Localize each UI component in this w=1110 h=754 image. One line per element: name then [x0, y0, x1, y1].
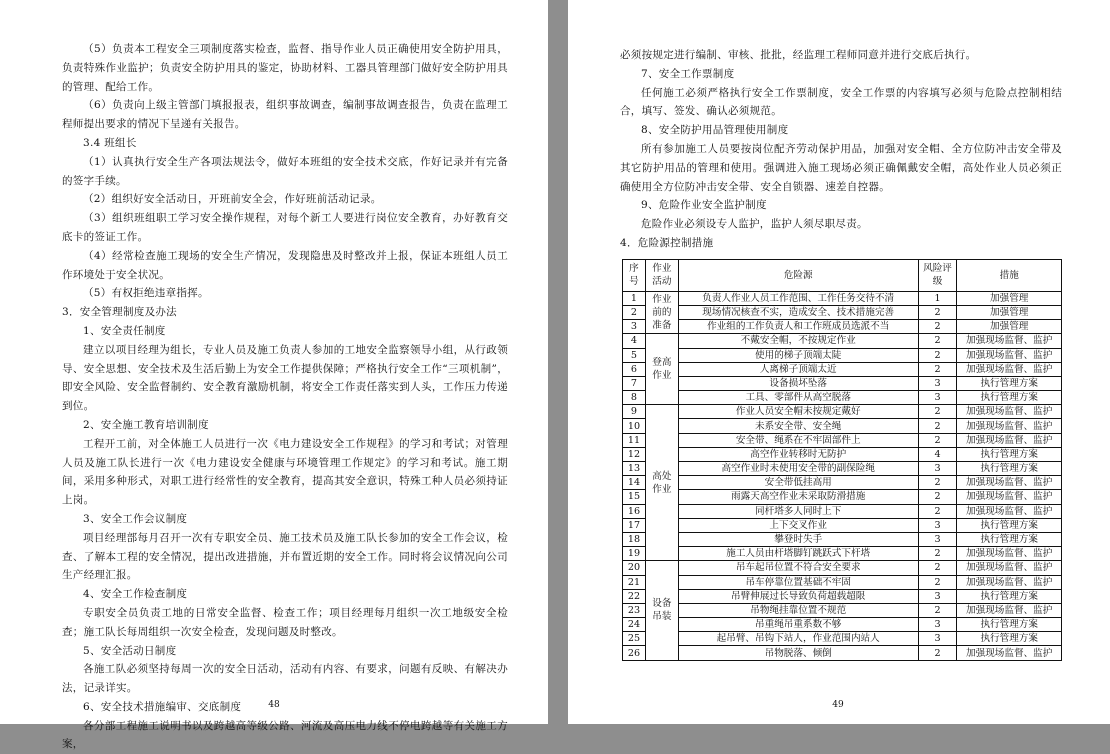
section-heading: 2、安全施工教育培训制度: [83, 418, 209, 431]
paragraph: 项目经理部每月召开一次有专职安全员、施工技术员及施工队长参加的安全工作会议，检查、了解本工程的安全情况，提出改进措施，并布置近期的安全工作。同时将会议情况向公司生产经理汇报。: [62, 531, 508, 582]
hazard-cell: 作业人员安全帽未按规定戴好: [678, 405, 918, 419]
measure-cell: 加强管理: [957, 305, 1062, 319]
table-row: [623, 305, 1062, 319]
risk-level-cell: 2: [918, 646, 957, 660]
risk-level-cell: 2: [918, 561, 957, 575]
table-row: [623, 504, 1062, 518]
measure-cell: 加强现场监督、监护: [957, 646, 1062, 660]
risk-level-cell: 1: [918, 291, 957, 305]
section-heading: 5、安全活动日制度: [83, 644, 177, 657]
measure-cell: 加强现场监督、监护: [957, 433, 1062, 447]
hazard-cell: 施工人员由杆塔脚钉跳跃式下杆塔: [678, 547, 918, 561]
risk-level-cell: 2: [918, 348, 957, 362]
row-number: 14: [623, 476, 646, 490]
hazard-cell: 负责人作业人员工作范围、工作任务交待不清: [678, 291, 918, 305]
hazard-cell: 作业组的工作负责人和工作班成员选派不当: [678, 320, 918, 334]
risk-level-cell: 2: [918, 504, 957, 518]
hazard-control-table: [622, 259, 1062, 661]
row-number: 13: [623, 462, 646, 476]
row-number: 12: [623, 447, 646, 461]
row-number: 10: [623, 419, 646, 433]
measure-cell: 执行管理方案: [957, 618, 1062, 632]
hazard-cell: 攀登时失手: [678, 532, 918, 546]
risk-level-cell: 3: [918, 589, 957, 603]
table-row: [623, 405, 1062, 419]
section-heading: 6、安全技术措施编审、交底制度: [83, 700, 242, 713]
table-row: [623, 433, 1062, 447]
row-number: 18: [623, 532, 646, 546]
table-row: [623, 532, 1062, 546]
table-row: [623, 334, 1062, 348]
table-row: [623, 603, 1062, 617]
hazard-cell: 上下交叉作业: [678, 518, 918, 532]
section-heading: 4、安全工作检查制度: [83, 588, 188, 601]
section-heading: 7、安全工作票制度: [641, 67, 735, 80]
table-row: [623, 391, 1062, 405]
measure-cell: 执行管理方案: [957, 376, 1062, 390]
row-number: 8: [623, 391, 646, 405]
measure-cell: 加强现场监督、监护: [957, 547, 1062, 561]
header-measure: 措施: [957, 259, 1062, 291]
table-row: [623, 462, 1062, 476]
row-number: 16: [623, 504, 646, 518]
table-row: [623, 646, 1062, 660]
activity-cell: 高处作业: [645, 405, 678, 561]
table-row: [623, 589, 1062, 603]
measure-cell: 加强现场监督、监护: [957, 603, 1062, 617]
paragraph: （3）组织班组职工学习安全操作规程，对每个新工人要进行岗位安全教育，办好教育交底卡的签证工作。: [62, 212, 508, 243]
measure-cell: 加强现场监督、监护: [957, 490, 1062, 504]
paragraph: （4）经常检查施工现场的安全生产情况，发现隐患及时整改并上报，保证本班组人员工作环境处于安全状况。: [62, 249, 508, 281]
left-page-body: [62, 40, 508, 754]
paragraph: 各施工队必须坚持每周一次的安全日活动，活动有内容、有要求，问题有反映、有解决办法，记录详实。: [62, 663, 508, 695]
document-page-right: [568, 0, 1110, 724]
risk-level-cell: 2: [918, 419, 957, 433]
section-heading: 3．安全管理制度及办法: [62, 306, 177, 319]
section-heading: 1、安全责任制度: [83, 324, 166, 337]
paragraph: （2）组织好安全活动日，开班前安全会，作好班前活动记录。: [83, 193, 382, 206]
measure-cell: 加强现场监督、监护: [957, 419, 1062, 433]
row-number: 21: [623, 575, 646, 589]
row-number: 11: [623, 433, 646, 447]
measure-cell: 加强现场监督、监护: [957, 405, 1062, 419]
table-row: [623, 490, 1062, 504]
measure-cell: 加强现场监督、监护: [957, 348, 1062, 362]
paragraph: （5）有权拒绝违章指挥。: [83, 287, 209, 300]
hazard-cell: 吊车起吊位置不符合安全要求: [678, 561, 918, 575]
table-header-row: [623, 259, 1062, 291]
row-number: 20: [623, 561, 646, 575]
activity-cell: 作业前的准备: [645, 291, 678, 334]
row-number: 26: [623, 646, 646, 660]
measure-cell: 加强管理: [957, 320, 1062, 334]
table-row: [623, 561, 1062, 575]
hazard-cell: 吊物脱落、倾倒: [678, 646, 918, 660]
measure-cell: 加强现场监督、监护: [957, 561, 1062, 575]
paragraph: （5）负责本工程安全三项制度落实检查，监督、指导作业人员正确使用安全防护用具，负责特殊作业监护；负责安全防护用具的鉴定，协助材料、工器具管理部门做好安全防护用具的管理、配给工作。: [62, 43, 508, 93]
row-number: 3: [623, 320, 646, 334]
right-page-body: [620, 46, 1062, 253]
hazard-cell: 吊物绳挂靠位置不规范: [678, 603, 918, 617]
table-row: [623, 575, 1062, 589]
risk-level-cell: 3: [918, 376, 957, 390]
measure-cell: 执行管理方案: [957, 391, 1062, 405]
measure-cell: 加强管理: [957, 291, 1062, 305]
hazard-cell: 同杆塔多人同时上下: [678, 504, 918, 518]
table-row: [623, 476, 1062, 490]
row-number: 1: [623, 291, 646, 305]
header-activity: 作业活动: [645, 259, 678, 291]
paragraph: 专职安全员负责工地的日常安全监督、检查工作；项目经理每月组织一次工地级安全检查；施工队长每周组织一次安全检查，发现问题及时整改。: [62, 606, 508, 638]
paragraph: 工程开工前，对全体施工人员进行一次《电力建设安全工作规程》的学习和考试；对管理人员及施工队长进行一次《电力建设安全健康与环境管理工作规定》的学习和考试。施工期间，采用多种形式，对职工进行经常性的安全教育，提高其安全意识，特殊工种人员必须持证上岗。: [62, 437, 508, 507]
measure-cell: 加强现场监督、监护: [957, 575, 1062, 589]
activity-cell: 设备吊装: [645, 561, 678, 660]
risk-level-cell: 3: [918, 532, 957, 546]
measure-cell: 加强现场监督、监护: [957, 334, 1062, 348]
risk-level-cell: 2: [918, 547, 957, 561]
paragraph: 各分部工程施工说明书以及跨越高等级公路、河流及高压电力线不停电跨越等有关施工方案，: [62, 719, 508, 751]
hazard-cell: 工具、零部件从高空脱落: [678, 391, 918, 405]
row-number: 15: [623, 490, 646, 504]
hazard-cell: 吊臂伸展过长导致负荷超载超限: [678, 589, 918, 603]
header-risk-level: 风险评级: [918, 259, 957, 291]
risk-level-cell: 2: [918, 490, 957, 504]
row-number: 4: [623, 334, 646, 348]
risk-level-cell: 2: [918, 476, 957, 490]
hazard-cell: 现场情况核查不实，造成安全、技术措施完善: [678, 305, 918, 319]
row-number: 19: [623, 547, 646, 561]
risk-level-cell: 2: [918, 305, 957, 319]
activity-cell: 登高作业: [645, 334, 678, 405]
section-heading: 3、安全工作会议制度: [83, 512, 188, 525]
measure-cell: 执行管理方案: [957, 632, 1062, 646]
section-heading: 3.4 班组长: [83, 136, 137, 149]
measure-cell: 执行管理方案: [957, 462, 1062, 476]
paragraph: 建立以项目经理为组长，专业人员及施工负责人参加的工地安全监察领导小组，从行政领导、安全思想、安全技术及生活后勤上为安全工作提供保障；严格执行安全工作“三项机制”，即安全风险、安全监督制约、安全教育激励机制，将安全工作责任落实到人头，工作压力传递到位。: [62, 343, 508, 413]
risk-level-cell: 4: [918, 447, 957, 461]
risk-level-cell: 3: [918, 391, 957, 405]
table-row: [623, 320, 1062, 334]
risk-level-cell: 3: [918, 632, 957, 646]
hazard-cell: 人离梯子顶端太近: [678, 362, 918, 376]
risk-level-cell: 3: [918, 618, 957, 632]
row-number: 23: [623, 603, 646, 617]
row-number: 5: [623, 348, 646, 362]
table-row: [623, 419, 1062, 433]
risk-level-cell: 2: [918, 405, 957, 419]
measure-cell: 执行管理方案: [957, 518, 1062, 532]
page-number-left: 48: [268, 700, 280, 710]
table-row: [623, 362, 1062, 376]
paragraph: 危险作业必须设专人监护，监护人须尽职尽责。: [641, 218, 868, 231]
hazard-cell: 未系安全带、安全绳: [678, 419, 918, 433]
page-number-right: 49: [832, 700, 844, 710]
risk-level-cell: 2: [918, 334, 957, 348]
paragraph: 任何施工必须严格执行安全工作票制度，安全工作票的内容填写必须与危险点控制相结合，填写、签发、确认必须规范。: [620, 86, 1062, 118]
paragraph: 所有参加施工人员要按岗位配齐劳动保护用品，加强对安全帽、全方位防冲击安全带及其它防护用品的管理和使用。强调进入施工现场必须正确佩戴安全帽，高处作业人员必须正确使用全方位防冲击安全带、安全自锁器、速差自控器。: [620, 142, 1062, 193]
section-heading: 4．危险源控制措施: [620, 236, 714, 249]
section-heading: 8、安全防护用品管理使用制度: [641, 124, 789, 137]
risk-level-cell: 3: [918, 518, 957, 532]
risk-level-cell: 2: [918, 362, 957, 376]
risk-level-cell: 3: [918, 462, 957, 476]
document-page-left: [0, 0, 548, 751]
table-row: [623, 618, 1062, 632]
hazard-cell: 吊车停靠位置基础不牢固: [678, 575, 918, 589]
header-no: 序号: [623, 259, 646, 291]
paragraph: 必须按规定进行编制、审核、批批，经监理工程师同意并进行交底后执行。: [620, 49, 977, 61]
table-row: [623, 376, 1062, 390]
measure-cell: 执行管理方案: [957, 589, 1062, 603]
hazard-cell: 雨露天高空作业未采取防滑措施: [678, 490, 918, 504]
table-row: [623, 518, 1062, 532]
measure-cell: 执行管理方案: [957, 532, 1062, 546]
hazard-cell: 安全带、绳系在不牢固部件上: [678, 433, 918, 447]
hazard-cell: 吊重绳吊重系数不够: [678, 618, 918, 632]
risk-level-cell: 2: [918, 603, 957, 617]
hazard-cell: 高空作业转移时无防护: [678, 447, 918, 461]
risk-level-cell: 2: [918, 320, 957, 334]
section-heading: 9、危险作业安全监护制度: [641, 199, 767, 212]
header-hazard: 危险源: [678, 259, 918, 291]
hazard-cell: 设备损坏坠落: [678, 376, 918, 390]
risk-level-cell: 2: [918, 575, 957, 589]
hazard-cell: 不戴安全帽，不按规定作业: [678, 334, 918, 348]
paragraph: （1）认真执行安全生产各项法规法令，做好本班组的安全技术交底，作好记录并有完备的签字手续。: [62, 155, 508, 187]
hazard-cell: 使用的梯子顶端太陡: [678, 348, 918, 362]
hazard-cell: 安全带低挂高用: [678, 476, 918, 490]
row-number: 2: [623, 305, 646, 319]
table-row: [623, 291, 1062, 305]
row-number: 9: [623, 405, 646, 419]
row-number: 25: [623, 632, 646, 646]
hazard-cell: 起吊臂、吊钩下站人，作业范围内站人: [678, 632, 918, 646]
measure-cell: 加强现场监督、监护: [957, 362, 1062, 376]
row-number: 6: [623, 362, 646, 376]
row-number: 24: [623, 618, 646, 632]
hazard-cell: 高空作业时未使用安全带的副保险绳: [678, 462, 918, 476]
row-number: 7: [623, 376, 646, 390]
table-row: [623, 632, 1062, 646]
measure-cell: 执行管理方案: [957, 447, 1062, 461]
risk-level-cell: 2: [918, 433, 957, 447]
table-row: [623, 447, 1062, 461]
paragraph: （6）负责向上级主管部门填报报表，组织事故调查，编制事故调查报告，负责在监理工程师提出要求的情况下呈递有关报告。: [62, 99, 508, 131]
table-row: [623, 348, 1062, 362]
row-number: 22: [623, 589, 646, 603]
measure-cell: 加强现场监督、监护: [957, 504, 1062, 518]
row-number: 17: [623, 518, 646, 532]
table-row: [623, 547, 1062, 561]
measure-cell: 加强现场监督、监护: [957, 476, 1062, 490]
